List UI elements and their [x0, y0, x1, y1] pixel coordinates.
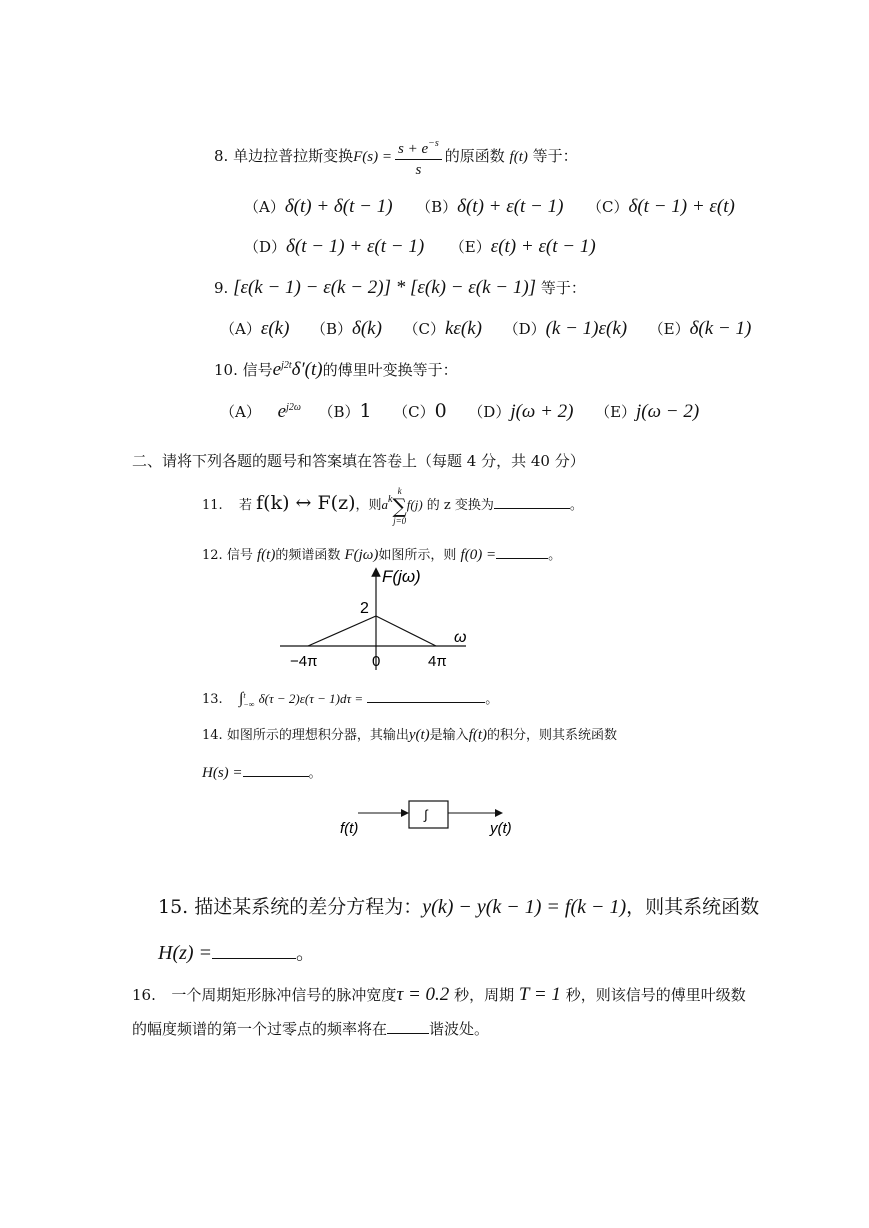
question-15: 15. 描述某系统的差分方程为：y(k) − y(k − 1) = f(k − 1)，则其系统函数	[158, 896, 760, 918]
question-9-options: （A）ε(k) （B）δ(k) （C）kε(k) （D）(k − 1)ε(k) （E）δ(k − 1)	[220, 318, 752, 339]
peak-label: 2	[360, 600, 369, 617]
integrator-block	[409, 801, 448, 828]
question-number: 15.	[158, 896, 189, 918]
question-9: 9. [ε(k − 1) − ε(k − 2)] * [ε(k) − ε(k − 1)] 等于：	[214, 277, 586, 298]
question-8: 8. 单边拉普拉斯变换F(s) = $\frac{s + e^{-s}}{s}$ 的原函数 f(t) 等于：	[214, 134, 578, 180]
answer-blank	[496, 544, 548, 559]
question-number: 16.	[132, 986, 156, 1004]
question-number: 8.	[214, 147, 229, 165]
question-10: 10. 信号$e^{j2t}\delta'(t)$的傅里叶变换等于：	[214, 359, 458, 380]
y-axis-label: F(jω)	[382, 567, 421, 586]
answer-blank	[212, 941, 296, 959]
x-axis-label: ω	[454, 629, 467, 646]
integral-symbol: ∫	[424, 807, 428, 822]
question-number: 14.	[202, 728, 223, 743]
tick-label-origin: 0	[372, 653, 381, 670]
question-number: 12.	[202, 548, 223, 563]
question-16: 16. 一个周期矩形脉冲信号的脉冲宽度τ = 0.2 秒，周期 T = 1 秒，则该信号的傅里叶级数	[132, 984, 746, 1005]
question-number: 10.	[214, 361, 238, 379]
fraction: $\frac{s + e^{-s}}{s}$	[395, 134, 442, 180]
question-13: 13. ∫ t −∞ δ(τ − 2)ε(τ − 1)dτ = 。	[202, 690, 499, 709]
integrator-block-diagram	[338, 794, 518, 842]
answer-blank	[387, 1019, 429, 1034]
question-11: 11. 若 f(k) ↔ F(z)，则$a^k$ k ∑ j=0 f(j) 的 z 变换为 。	[202, 485, 583, 526]
answer-blank	[243, 762, 309, 777]
section-2-heading: 二、请将下列各题的题号和答案填在答卷上（每题 4 分，共 40 分）	[132, 452, 585, 470]
question-14: 14. 如图所示的理想积分器，其输出y(t)是输入f(t)的积分，则其系统函数	[202, 727, 618, 743]
question-14-answer: H(s) = 。	[202, 762, 322, 782]
question-number: 9.	[214, 279, 229, 297]
question-8-options-row2: （D）δ(t − 1) + ε(t − 1) （E）ε(t) + ε(t − 1)	[244, 236, 596, 257]
question-number: 13.	[202, 692, 223, 707]
input-label: f(t)	[340, 820, 359, 837]
triangle-spectrum	[308, 616, 436, 646]
tick-label-right: 4π	[428, 653, 447, 670]
question-8-options-row1: （A）δ(t) + δ(t − 1) （B）δ(t) + ε(t − 1) （C）δ(t − 1) + ε(t)	[244, 196, 735, 217]
answer-blank	[367, 688, 485, 703]
answer-blank	[494, 494, 570, 509]
output-label: y(t)	[490, 820, 512, 837]
summation: k ∑ j=0	[392, 485, 407, 526]
question-10-options: （A） $e^{j2\omega}$ （B）1 （C）0 （D）j(ω + 2) （E）j(ω − 2)	[220, 400, 700, 422]
tick-label-left: −4π	[290, 653, 318, 670]
question-12: 12. 信号 f(t)的频谱函数 F(jω)如图所示，则 f(0) = 。	[202, 544, 561, 564]
question-15-answer: H(z) = 。	[158, 942, 316, 964]
question-number: 11.	[202, 498, 223, 513]
spectrum-figure	[280, 566, 480, 678]
question-16-line2: 的幅度频谱的第一个过零点的频率将在 谐波处。	[132, 1020, 490, 1038]
